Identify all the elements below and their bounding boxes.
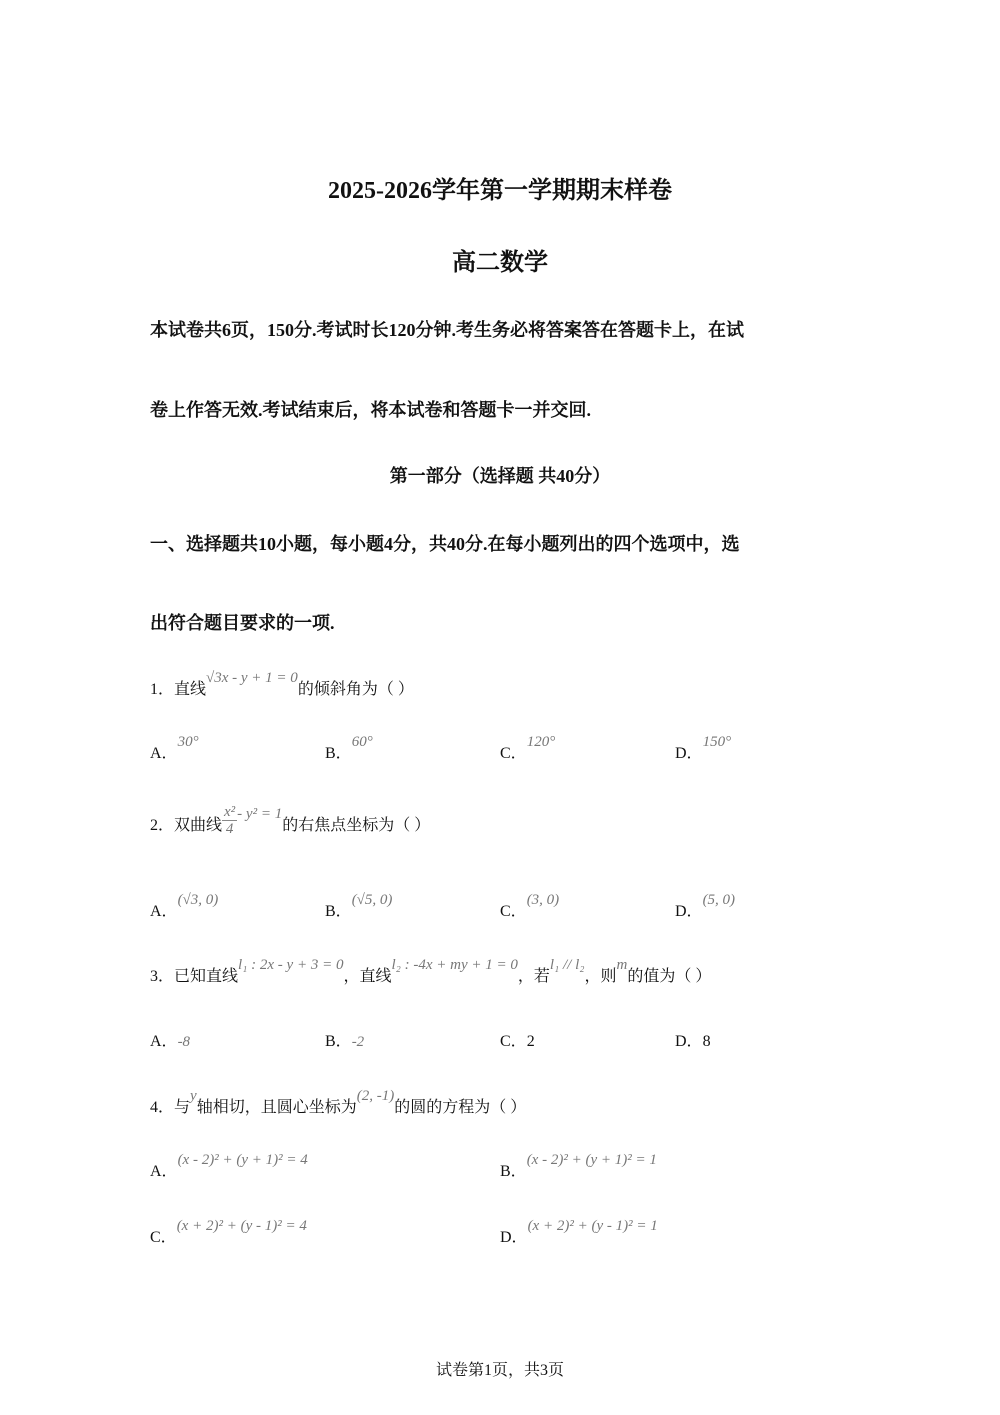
section-instructions-line-2: 出符合题目要求的一项. xyxy=(150,613,335,633)
q2-option-a: A．(√3, 0) xyxy=(150,892,219,920)
q3-option-d: D．8 xyxy=(675,1033,711,1050)
part-1-title: 第一部分（选择题 共40分） xyxy=(389,466,611,486)
q1-option-a: A．30° xyxy=(150,734,199,762)
q2-option-b: B．(√5, 0) xyxy=(325,892,393,920)
q1-option-b: B．60° xyxy=(325,734,373,762)
question-2-math: - y² = 1 xyxy=(237,806,283,823)
question-4-suffix: 的圆的方程为（ ） xyxy=(394,1099,527,1116)
subject-title: 高二数学 xyxy=(452,250,548,276)
q1-option-d: D．150° xyxy=(675,734,732,762)
question-3-line-2: l₂ : -4x + my + 1 = 0 xyxy=(391,957,518,973)
question-2-prefix: 2．双曲线 xyxy=(150,817,223,835)
question-2-suffix: 的右焦点坐标为（ ） xyxy=(282,817,431,835)
q4-option-c: C．(x + 2)² + (y - 1)² = 4 xyxy=(150,1218,307,1246)
q2-option-c: C．(3, 0) xyxy=(500,892,560,920)
question-1-suffix: 的倾斜角为（ ） xyxy=(297,681,414,698)
question-4-prefix: 4．与 xyxy=(150,1099,191,1116)
q2-option-d: D．(5, 0) xyxy=(675,892,736,920)
question-1 xyxy=(150,670,414,699)
question-3-suffix: 的值为（ ） xyxy=(627,968,712,985)
question-4: 4．与y轴相切，且圆心坐标为(2, -1)的圆的方程为（ ） xyxy=(150,1088,527,1116)
q3-option-a: A．-8 xyxy=(150,1033,191,1050)
instructions-line-1: 本试卷共6页，150分.考试时长120分钟.考生务必将答案答在答题卡上，在试 xyxy=(150,320,744,340)
question-1-prefix: 1．直线 xyxy=(150,681,207,698)
question-4-center: (2, -1) xyxy=(356,1088,395,1104)
exam-title: 2025-2026学年第一学期期末样卷 xyxy=(328,178,672,204)
page-footer: 试卷第1页，共3页 xyxy=(435,1362,564,1379)
question-4-axis: y xyxy=(190,1088,197,1104)
q4-option-a: A．(x - 2)² + (y + 1)² = 4 xyxy=(150,1152,308,1180)
question-2 xyxy=(150,804,431,843)
question-3-variable: m xyxy=(616,957,628,973)
question-3-prefix: 3．已知直线 xyxy=(150,968,239,985)
q1-option-c: C．120° xyxy=(500,734,556,762)
question-3-line-1: l₁ : 2x - y + 3 = 0 xyxy=(238,957,344,973)
q3-option-b: B．-2 xyxy=(325,1033,365,1050)
question-3-parallel: l₁ // l₂ xyxy=(549,957,585,973)
question-3: 3．已知直线l₁ : 2x - y + 3 = 0，直线l₂ : -4x + my + 1 = 0，若l₁ // l₂，则m的值为（ ） xyxy=(150,957,712,985)
q4-option-b: B．(x - 2)² + (y + 1)² = 1 xyxy=(500,1152,657,1180)
q3-option-c: C．2 xyxy=(500,1033,535,1050)
q4-option-d: D．(x + 2)² + (y - 1)² = 1 xyxy=(500,1218,658,1246)
instructions-line-2: 卷上作答无效.考试结束后，将本试卷和答题卡一并交回. xyxy=(150,400,591,420)
section-instructions-line-1: 一、选择题共10小题，每小题4分，共40分.在每小题列出的四个选项中，选 xyxy=(150,534,740,554)
question-2-fraction: $\frac{\text{x²}}{4}$ xyxy=(224,804,236,837)
question-1-math: √3x - y + 1 = 0 xyxy=(206,670,298,686)
